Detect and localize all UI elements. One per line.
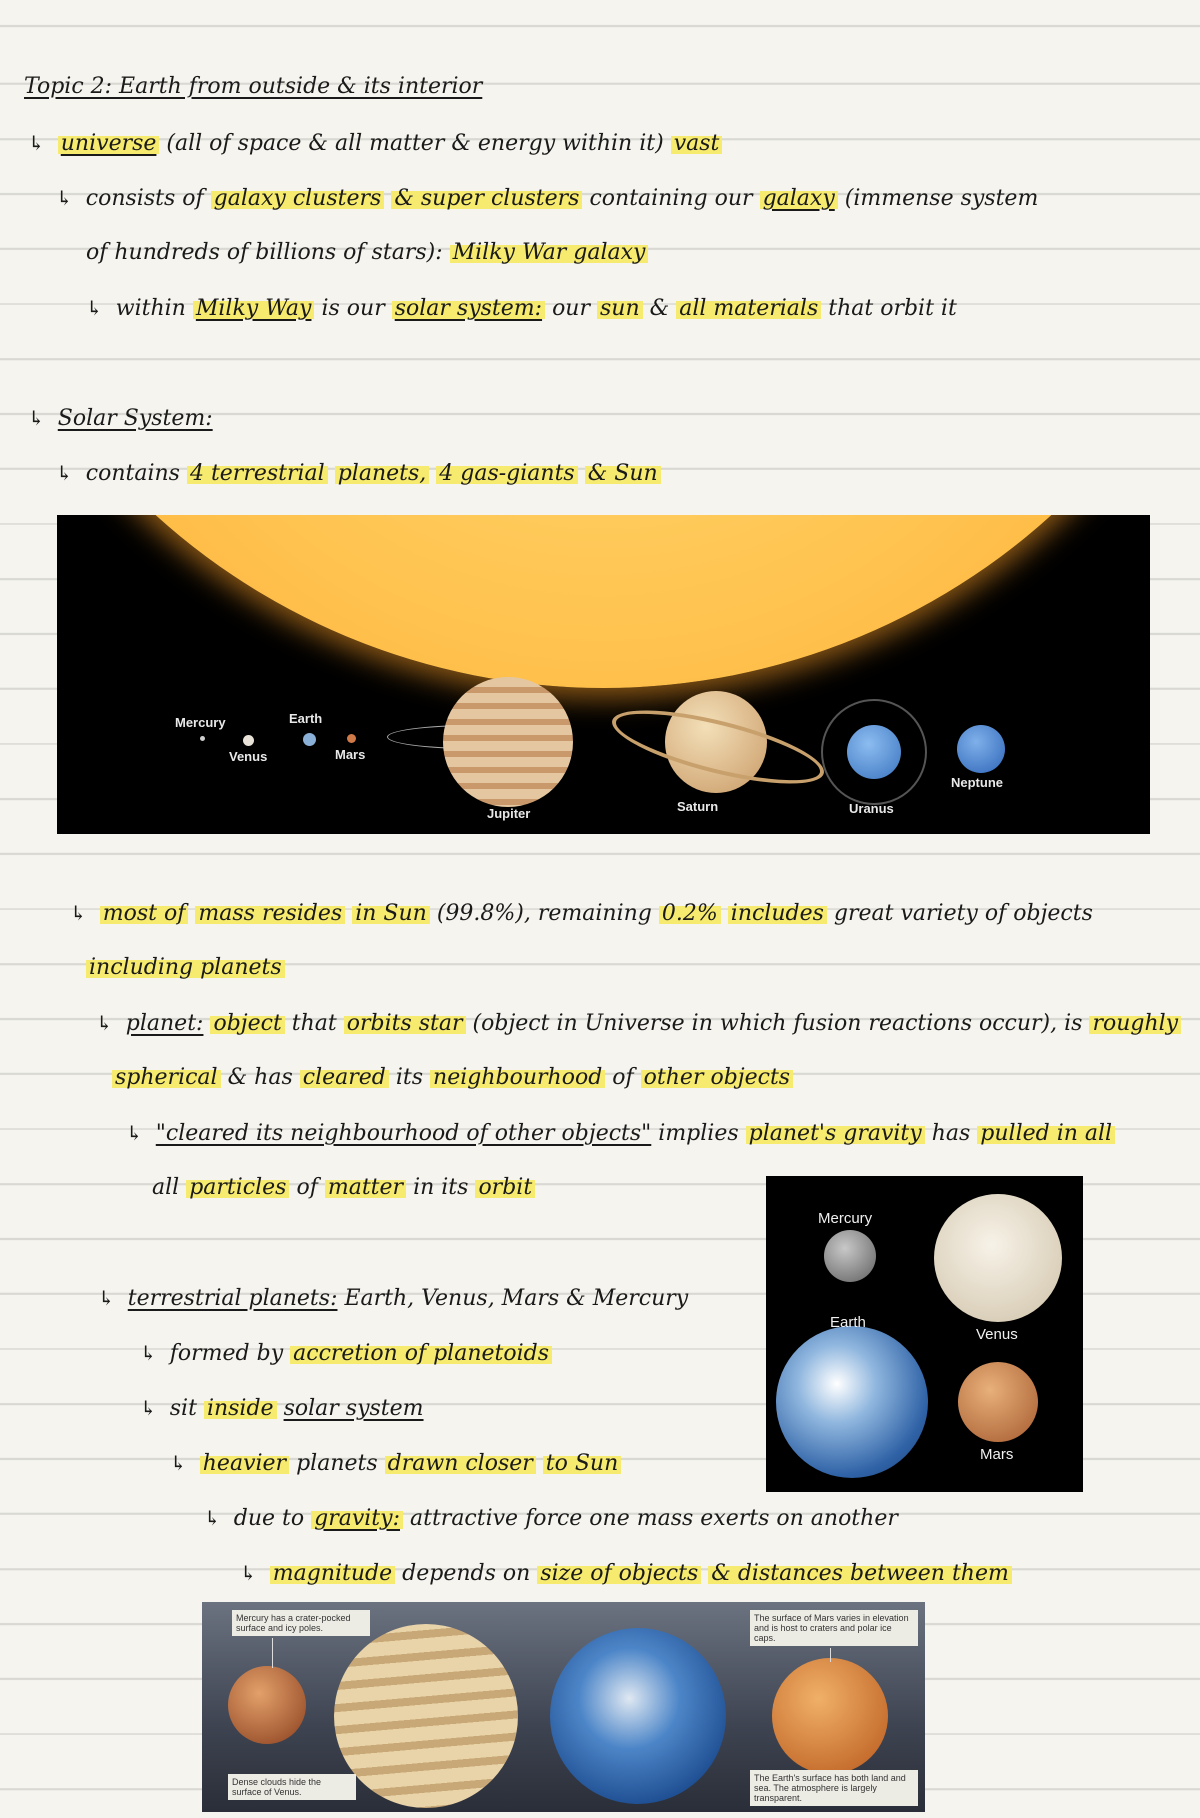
uranus-planet — [847, 725, 901, 779]
arrow-icon: ↳ — [28, 406, 45, 430]
note-line-16: ↳ heavier planets drawn closer to Sun — [170, 1448, 621, 1479]
arrow-icon: ↳ — [204, 1506, 221, 1530]
arrow-icon: ↳ — [98, 1286, 115, 1310]
uranus-label: Uranus — [849, 801, 894, 816]
note-line-1: ↳ universe (all of space & all matter & energy within it) vast — [28, 128, 722, 159]
mercury-label: Mercury — [175, 715, 226, 730]
venus-planet — [334, 1624, 518, 1808]
arrow-icon: ↳ — [96, 1011, 113, 1035]
earth-planet — [303, 733, 316, 746]
terrestrial-planets-figure — [766, 1176, 1083, 1492]
solar-system-figure — [57, 515, 1150, 834]
venus-planet — [934, 1194, 1062, 1322]
venus-label: Venus — [229, 749, 268, 764]
earth-label: Earth — [289, 711, 323, 726]
arrow-icon: ↳ — [140, 1341, 157, 1365]
arrow-icon: ↳ — [240, 1561, 257, 1585]
earth-label: Earth — [830, 1314, 866, 1331]
mercury-planet — [824, 1230, 876, 1282]
arrow-icon: ↳ — [28, 131, 45, 155]
mars-label: Mars — [980, 1446, 1014, 1463]
venus-planet — [243, 735, 254, 746]
note-line-4: ↳ within Milky Way is our solar system: our sun & all materials that orbit it — [86, 293, 957, 324]
note-line-15: ↳ sit inside solar system — [140, 1393, 424, 1424]
arrow-icon: ↳ — [170, 1451, 187, 1475]
mercury-planet — [228, 1666, 306, 1744]
arrow-icon: ↳ — [70, 901, 87, 925]
note-line-5: ↳ Solar System: — [28, 403, 213, 434]
mars-label: Mars — [335, 747, 366, 762]
arrow-icon: ↳ — [56, 461, 73, 485]
note-line-3: of hundreds of billions of stars): Milky War galaxy — [86, 238, 648, 268]
mercury-leader-line — [272, 1638, 273, 1668]
mars-planet — [772, 1658, 888, 1774]
venus-note: Dense clouds hide the surface of Venus. — [228, 1774, 356, 1800]
mercury-note: Mercury has a crater-pocked surface and icy poles. — [232, 1610, 370, 1636]
note-line-10: spherical & has cleared its neighbourhood of other objects — [112, 1063, 793, 1093]
neptune-planet — [957, 725, 1005, 773]
earth-planet — [550, 1628, 726, 1804]
mars-planet — [958, 1362, 1038, 1442]
mars-leader-line — [830, 1648, 831, 1662]
note-line-18: ↳ magnitude depends on size of objects & distances between them — [240, 1558, 1012, 1589]
mars-planet — [347, 734, 356, 743]
note-line-13: ↳ terrestrial planets: Earth, Venus, Mars & Mercury — [98, 1283, 688, 1314]
note-line-8: including planets — [86, 953, 285, 983]
arrow-icon: ↳ — [126, 1121, 143, 1145]
mars-note: The surface of Mars varies in elevation and is host to craters and polar ice caps. — [750, 1610, 918, 1646]
note-line-2: ↳ consists of galaxy clusters & super clusters containing our galaxy (immense system — [56, 183, 1038, 214]
jupiter-label: Jupiter — [487, 806, 531, 821]
earth-planet — [776, 1326, 928, 1478]
arrow-icon: ↳ — [56, 186, 73, 210]
note-line-17: ↳ due to gravity: attractive force one mass exerts on another — [204, 1503, 898, 1534]
note-line-12: all particles of matter in its orbit — [152, 1173, 535, 1203]
sun — [57, 515, 1150, 688]
mercury-planet — [200, 736, 205, 741]
note-line-6: ↳ contains 4 terrestrial planets, 4 gas-giants & Sun — [56, 458, 661, 489]
note-line-14: ↳ formed by accretion of planetoids — [140, 1338, 552, 1369]
note-line-11: ↳ "cleared its neighbourhood of other objects" implies planet's gravity has pulled in all — [126, 1118, 1115, 1149]
neptune-label: Neptune — [951, 775, 1003, 790]
saturn-label: Saturn — [677, 799, 719, 814]
venus-label: Venus — [976, 1326, 1018, 1343]
arrow-icon: ↳ — [86, 296, 103, 320]
note-line-7: ↳ most of mass resides in Sun (99.8%), remaining 0.2% includes great variety of objects — [70, 898, 1093, 929]
planet-surfaces-figure — [202, 1602, 925, 1812]
mercury-label: Mercury — [818, 1210, 873, 1227]
page-title: Topic 2: Earth from outside & its interior — [24, 74, 483, 99]
note-line-9: ↳ planet: object that orbits star (object in Universe in which fusion reactions occur), is roughly — [96, 1008, 1181, 1039]
earth-note: The Earth's surface has both land and sea. The atmosphere is largely transparent. — [750, 1770, 918, 1806]
arrow-icon: ↳ — [140, 1396, 157, 1420]
jupiter-planet — [443, 677, 573, 807]
